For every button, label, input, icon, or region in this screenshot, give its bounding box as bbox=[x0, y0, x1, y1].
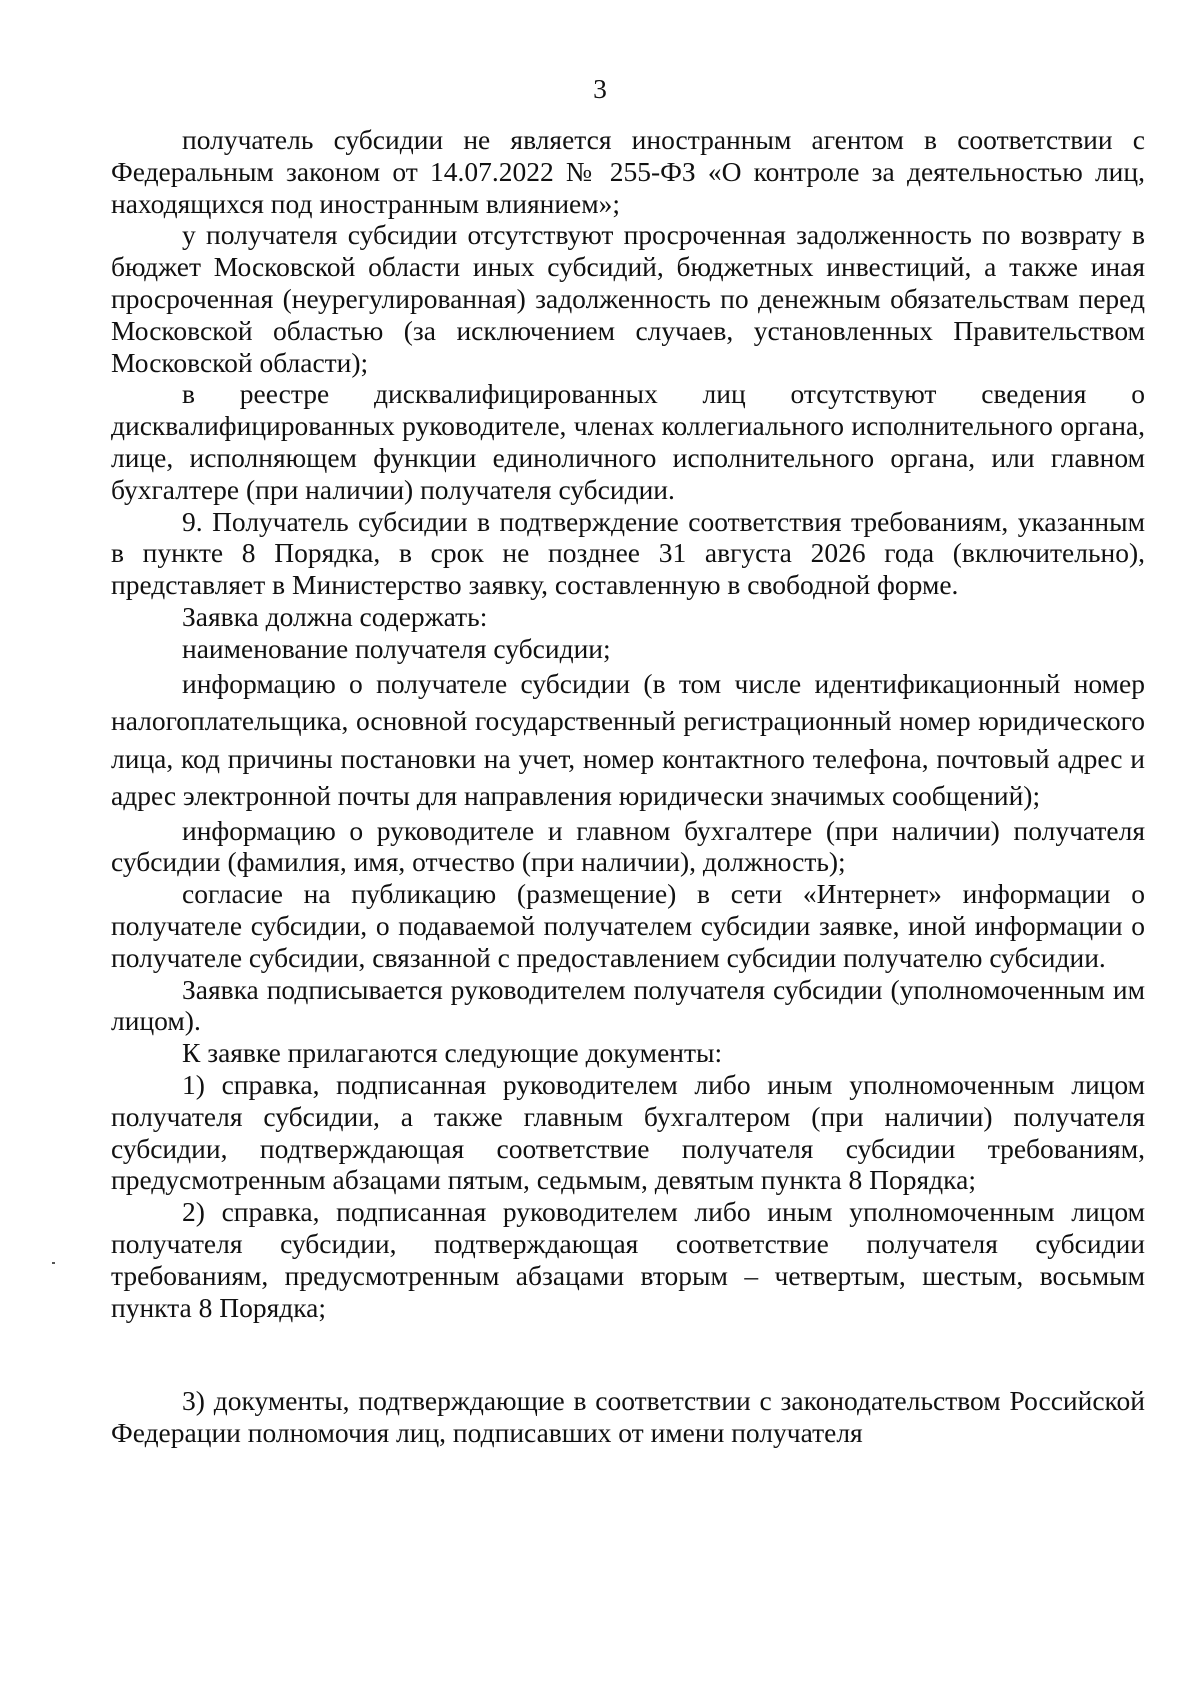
paragraph-head-accountant-info: информацию о руководителе и главном бухгалтере (при наличии) получателя субсидии (фамилия, имя, отчество (при наличии), должность); bbox=[111, 814, 1145, 878]
paragraph-application-contents-intro: Заявка должна содержать: bbox=[182, 600, 488, 632]
paragraph-recipient-name: наименование получателя субсидии; bbox=[182, 632, 611, 664]
document-body bbox=[111, 124, 1145, 1449]
paragraph-attachment-2: 2) справка, подписанная руководителем либо иным уполномоченным лицом получателя субсидии, подтверждающая соответствие получателя субсидии требованиям, предусмотренным абзацами вторым – четвертым, шестым, восьмым пункта 8 Порядка; bbox=[111, 1196, 1145, 1323]
paragraph-application-signature: Заявка подписывается руководителем получателя субсидии (уполномоченным им лицом). bbox=[111, 973, 1145, 1037]
paragraph-recipient-info: информацию о получателе субсидии (в том числе идентификационный номер налогоплательщика, основной государственный регистрационный номер юридического лица, код причины постановки на учет, номер контактного телефона, почтовый адрес и адрес электронной почты для направления юридически значимых сообщений); bbox=[111, 667, 1145, 812]
paragraph-attachment-1: 1) справка, подписанная руководителем либо иным уполномоченным лицом получателя субсидии, а также главным бухгалтером (при наличии) получателя субсидии, подтверждающая соответствие получателя субсидии требованиям, предусмотренным абзацами пятым, седьмым, девятым пункта 8 Порядка; bbox=[111, 1068, 1145, 1196]
paragraph-disqualified-registry: в реестре дисквалифицированных лиц отсутствуют сведения о дисквалифицированных руководителе, членах коллегиального исполнительного органа, лице, исполняющем функции единоличного исполнительного органа, или главном бухгалтере (при наличии) получателя субсидии. bbox=[111, 378, 1145, 505]
paragraph-publication-consent: согласие на публикацию (размещение) в сети «Интернет» информации о получателе субсидии, о подаваемой получателем субсидии заявке, иной информации о получателе субсидии, связанной с предоставлением субсидии получателю субсидии. bbox=[111, 878, 1145, 973]
paragraph-foreign-agent: получатель субсидии не является иностранным агентом в соответствии с Федеральным законом от 14.07.2022 № 255-ФЗ «О контроле за деятельностью лиц, находящихся под иностранным влиянием»; bbox=[111, 124, 1145, 219]
paragraph-clause-9: 9. Получатель субсидии в подтверждение соответствия требованиям, указанным в пункте 8 Порядка, в срок не позднее 31 августа 2026 года (включительно), представляет в Министерство заявку, составленную в свободной форме. bbox=[111, 505, 1145, 601]
paragraph-overdue-debt: у получателя субсидии отсутствуют просроченная задолженность по возврату в бюджет Московской области иных субсидий, бюджетных инвестиций, а также иная просроченная (неурегулированная) задолженность по денежным обязательствам перед Московской областью (за исключением случаев, установленных Правительством Московской области); bbox=[111, 219, 1145, 378]
scan-speck bbox=[52, 1262, 55, 1264]
paragraph-attached-documents-intro: К заявке прилагаются следующие документы: bbox=[182, 1037, 723, 1069]
paragraph-attachment-3: 3) документы, подтверждающие в соответствии с законодательством Российской Федерации полномочия лиц, подписавших от имени получателя bbox=[111, 1385, 1145, 1449]
page-number: 3 bbox=[593, 73, 607, 104]
